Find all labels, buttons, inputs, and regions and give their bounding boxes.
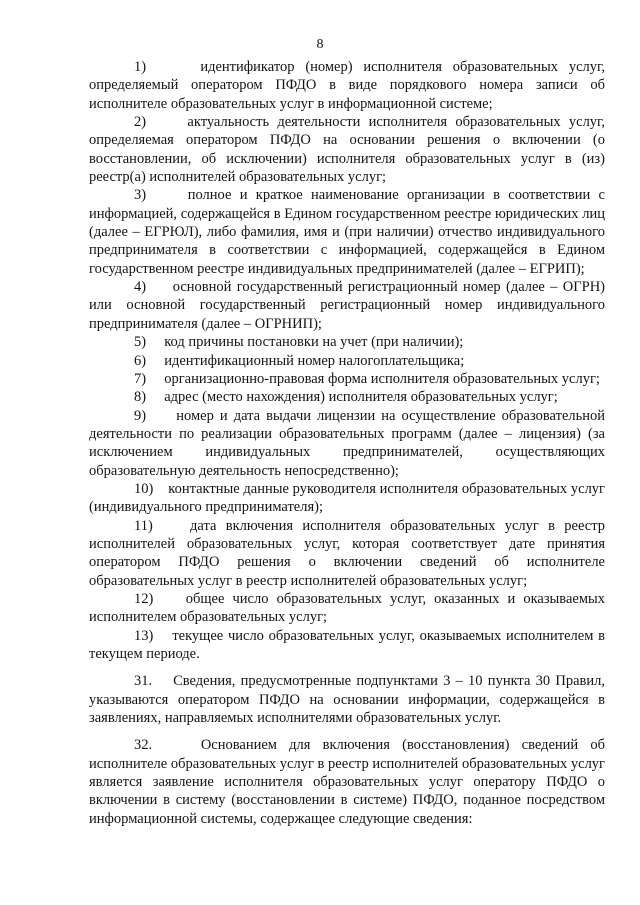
list-item-3: 3) полное и краткое наименование организации в соответствии с информацией, содержащейся в Едином государственном реестре юридических лиц (далее – ЕГРЮЛ), либо фамилия, имя и (при наличии) отчество индивидуального предпринимателя в соответствии с информацией, содержащейся в Едином государственном реестре индивидуальных предпринимателей (далее – ЕГРИП); <box>89 187 605 277</box>
document-body <box>89 58 605 828</box>
list-item-6: 6) идентификационный номер налогоплательщика; <box>134 352 465 369</box>
section-32: 32. Основанием для включения (восстановления) сведений об исполнителе образовательных услуг в реестр исполнителей образовательных услуг является заявление исполнителя образовательных услуг оператору ПФДО о включении в систему (восстановлении в системе) ПФДО, поданное посредством информационной системы, содержащее следующие сведения: <box>89 737 605 827</box>
page-number: 8 <box>316 37 324 52</box>
list-item-7: 7) организационно-правовая форма исполнителя образовательных услуг; <box>134 370 600 387</box>
list-item-1: 1) идентификатор (номер) исполнителя образовательных услуг, определяемый оператором ПФДО в виде порядкового номера записи об исполнителе образовательных услуг в информационной системе; <box>89 59 605 112</box>
list-item-5: 5) код причины постановки на учет (при наличии); <box>134 334 464 351</box>
list-item-9: 9) номер и дата выдачи лицензии на осуществление образовательной деятельности по реализации образовательных программ (далее – лицензия) (за исключением индивидуальных предпринимателей, осуществляющих образовательную деятельность непосредственно); <box>89 407 605 479</box>
list-item-4: 4) основной государственный регистрационный номер (далее – ОГРН) или основной государственный регистрационный номер индивидуального предпринимателя (далее – ОГРНИП); <box>89 279 605 332</box>
list-item-11: 11) дата включения исполнителя образовательных услуг в реестр исполнителей образовательных услуг, которая соответствует дате принятия оператором ПФДО решения о включении сведений об исполнителе образовательных услуг в реестр исполнителей образовательных услуг; <box>89 517 605 589</box>
list-item-12: 12) общее число образовательных услуг, оказанных и оказываемых исполнителем образовательных услуг; <box>89 590 605 626</box>
list-item-13: 13) текущее число образовательных услуг, оказываемых исполнителем в текущем периоде. <box>89 627 605 662</box>
list-item-2: 2) актуальность деятельности исполнителя образовательных услуг, определяемая оператором ПФДО на основании решения о включении (о восстановлении, об исключении) исполнителя образовательных услуг в (из) реестр(а) исполнителей образовательных услуг; <box>89 114 605 186</box>
list-item-8: 8) адрес (место нахождения) исполнителя образовательных услуг; <box>134 389 558 406</box>
list-item-10: 10) контактные данные руководителя исполнителя образовательных услуг (индивидуального предпринимателя); <box>89 480 605 516</box>
section-31: 31. Сведения, предусмотренные подпунктами 3 – 10 пункта 30 Правил, указываются оператором ПФДО на основании информации, содержащейся в заявлениях, направляемых исполнителями образовательных услуг. <box>89 673 605 727</box>
